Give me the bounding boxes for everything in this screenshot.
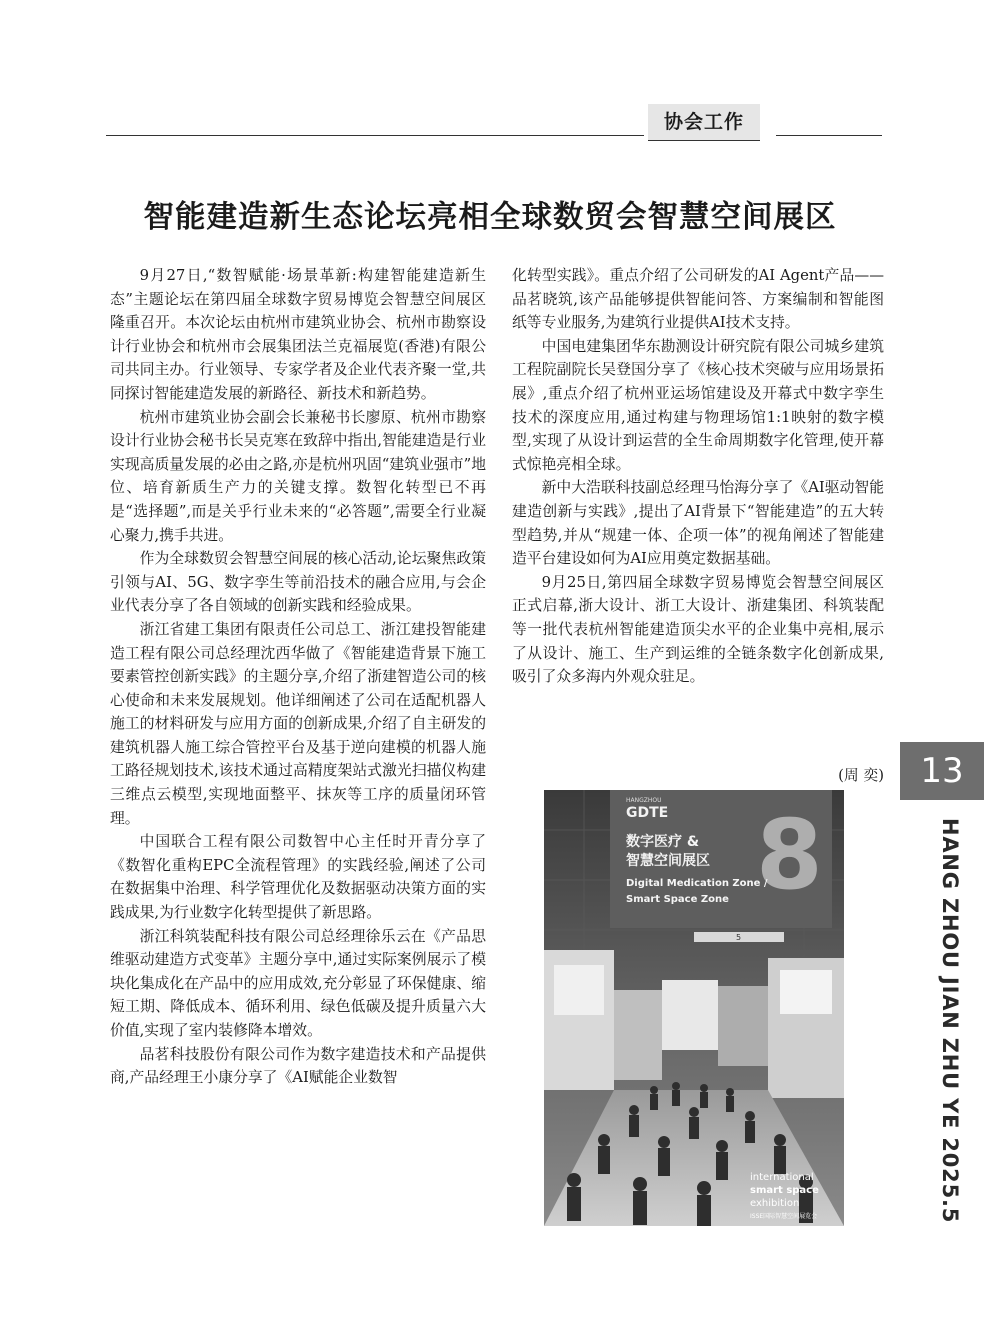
- booth-left-screen: [554, 965, 604, 1015]
- body-column-right: [512, 264, 884, 689]
- body-column-left: [110, 264, 486, 1090]
- watermark-line-2: smart space: [750, 1185, 819, 1196]
- article-title: 智能建造新生态论坛亮相全球数贸会智慧空间展区: [143, 200, 837, 235]
- paragraph: 作为全球数贸会智慧空间展的核心活动,论坛聚焦政策引领与AI、5G、数字孪生等前沿技术的融合应用,与会企业代表分享了各自领域的创新实践和经验成果。: [110, 550, 486, 615]
- journal-name: HANG ZHOU JIAN ZHU YE 2025.5: [938, 818, 962, 1224]
- watermark-line-4: ISSE国际智慧空间展览会: [750, 1213, 818, 1220]
- page-number: 13: [920, 751, 964, 791]
- zone-number: 8: [756, 799, 823, 911]
- header-rule-right: [776, 135, 882, 136]
- watermark-line-1: international: [750, 1172, 814, 1183]
- paragraph: 新中大浩联科技副总经理马怡海分享了《AI驱动智能建造创新与实践》,提出了AI背景下“智能建造”的五大转型趋势,并从“规建一体、企项一体”的视角阐述了智能建造平台建设如何为AI应用奠定数据基础。: [512, 479, 884, 568]
- page-number-tab: [900, 742, 984, 800]
- paragraph: 浙江省建工集团有限责任公司总工、浙江建投智能建造工程有限公司总经理沈西华做了《智能建造背景下施工要素管控创新实践》的主题分享,介绍了浙建智造公司的核心使命和未来发展规划。他详细阐述了公司在适配机器人施工的材料研发与应用方面的创新成果,介绍了自主研发的建筑机器人施工综合管控平台及基于逆向建模的机器人施工路径规划技术,该技术通过高精度架站式激光扫描仪构建三维点云模型,实现地面整平、抹灰等工序的质量闭环管理。: [110, 620, 486, 827]
- exhibition-photo-graphic: [544, 790, 844, 1226]
- gdte-logo-text: GDTE: [626, 805, 669, 821]
- zone-en-title-2: Smart Space Zone: [626, 894, 729, 905]
- paragraph: 中国联合工程有限公司数智中心主任时开青分享了《数智化重构EPC全流程管理》的实践经验,阐述了公司在数据集中治理、科学管理优化及数据驱动决策方面的实践成果,为行业数字化转型提供了新思路。: [110, 833, 486, 922]
- booth-mid-right: [718, 986, 768, 1066]
- booth-mid-left: [614, 990, 662, 1080]
- section-header: [0, 104, 1000, 144]
- paragraph: 中国电建集团华东勘测设计研究院有限公司城乡建筑工程院副院长吴登国分享了《核心技术突破与应用场景拓展》,重点介绍了杭州亚运场馆建设及开幕式中数字孪生技术的深度应用,通过构建与物理场馆1:1映射的数字模型,实现了从设计到运营的全生命周期数字化管理,使开幕式惊艳亮相全球。: [512, 337, 884, 473]
- booth-right-screen: [780, 970, 832, 1014]
- paragraph: 浙江科筑装配科技有限公司总经理徐乐云在《产品思维驱动建造方式变革》主题分享中,通过实际案例展示了模块化集成化在产品中的应用成效,充分彰显了环保健康、缩短工期、降低成本、循环利用、绿色低碳及提升质量六大价值,实现了室内装修降本增效。: [110, 927, 486, 1039]
- paragraph: 品茗科技股份有限公司作为数字建造技术和产品提供商,产品经理王小康分享了《AI赋能企业数智: [110, 1045, 486, 1087]
- hall-sign-number: 5: [736, 933, 742, 942]
- header-rule-left: [106, 135, 644, 136]
- watermark-line-3: exhibition: [750, 1198, 800, 1209]
- banner-city-text: HANGZHOU: [626, 797, 662, 804]
- paragraph: 杭州市建筑业协会副会长兼秘书长廖原、杭州市勘察设计行业协会秘书长吴克寒在致辞中指出,智能建造是行业实现高质量发展的必由之路,亦是杭州巩固“建筑业强市”地位、培育新质生产力的关键支撑。数智化转型已不再是“选择题”,而是关乎行业未来的“必答题”,需要全行业凝心聚力,携手共进。: [110, 408, 486, 544]
- author-byline: (周 奕): [838, 767, 884, 784]
- paragraph-continuation: 化转型实践》。重点介绍了公司研发的AI Agent产品——品茗晓筑,该产品能够提供智能问答、方案编制和智能图纸等专业服务,为建筑行业提供AI技术支持。: [512, 267, 884, 332]
- paragraph: 9月25日,第四届全球数字贸易博览会智慧空间展区正式启幕,浙大设计、浙工大设计、浙建集团、科筑装配等一批代表杭州智能建造顶尖水平的企业集中亮相,展示了从设计、施工、生产到运维的全链条数字化创新成果,吸引了众多海内外观众驻足。: [512, 573, 884, 686]
- paragraph: 9月27日,“数智赋能·场景革新:构建智能建造新生态”主题论坛在第四届全球数字贸易博览会智慧空间展区隆重召开。本次论坛由杭州市建筑业协会、杭州市勘察设计行业协会和杭州市会展集团法兰克福展览(香港)有限公司共同主办。行业领导、专家学者及企业代表齐聚一堂,共同探讨智能建造发展的新路径、新技术和新趋势。: [110, 267, 486, 402]
- section-label: 协会工作: [648, 104, 760, 141]
- zone-en-title-1: Digital Medication Zone /: [626, 878, 768, 889]
- booth-center: [662, 980, 718, 1050]
- zone-cn-title-2: 智慧空间展区: [626, 853, 710, 869]
- exhibition-photo: [544, 790, 844, 1226]
- zone-cn-title-1: 数字医疗 &: [626, 834, 700, 850]
